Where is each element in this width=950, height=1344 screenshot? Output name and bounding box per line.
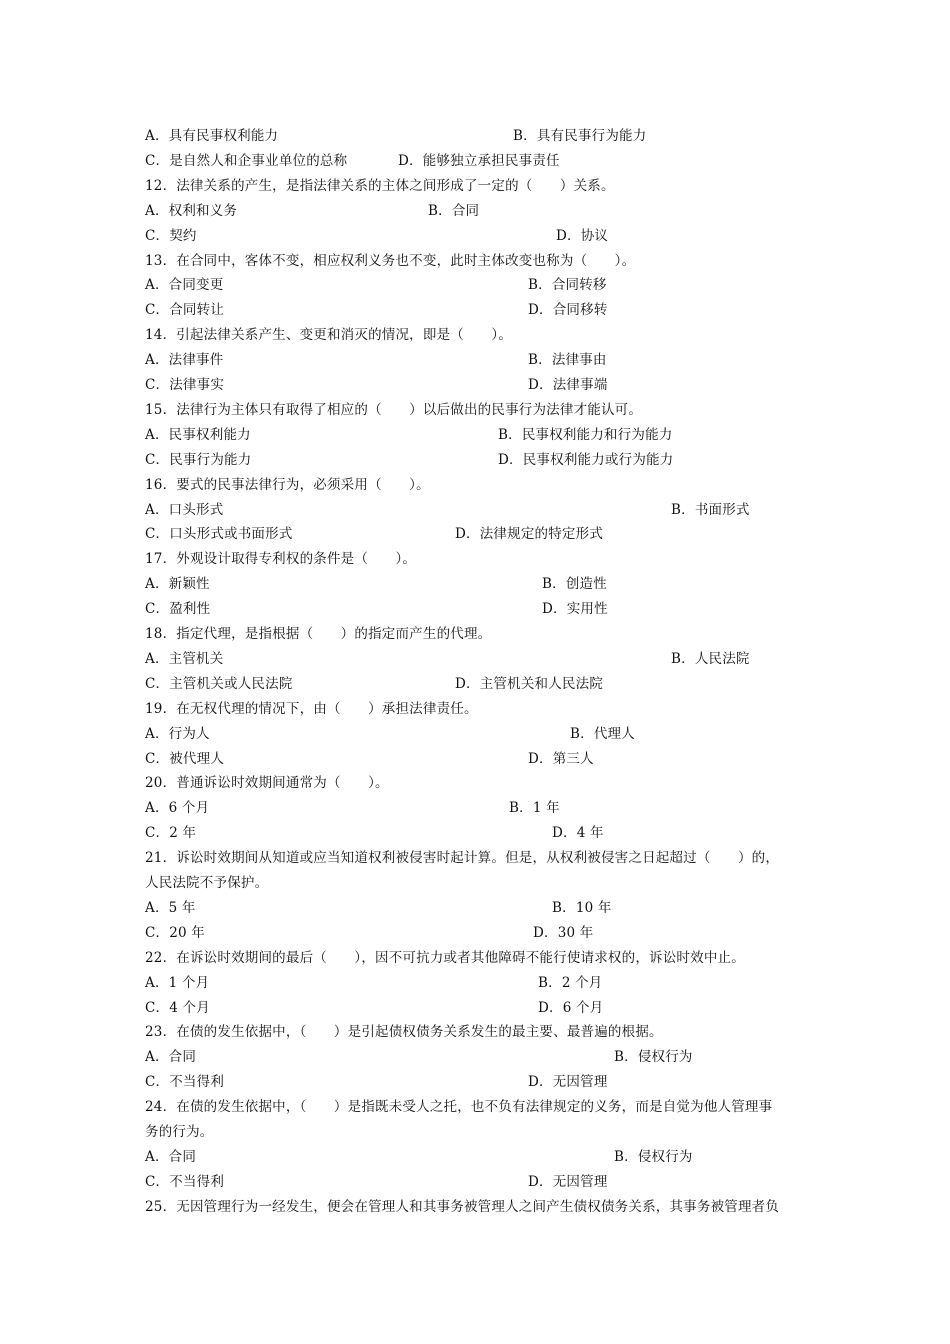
option-text: D．6 个月 [538,999,604,1016]
option-text: B．民事权利能力和行为能力 [498,426,673,443]
line-text: C．4 个月 [145,999,210,1016]
option-text: B．2 个月 [538,974,603,991]
line-text: 20．普通诉讼时效期间通常为（ ）。 [145,775,389,792]
line-text: A．5 年 [145,899,196,916]
line-text: 17．外观设计取得专利权的条件是（ ）。 [145,551,417,568]
option-text: B．侵权行为 [614,1148,693,1165]
line-text: 15．法律行为主体只有取得了相应的（ ）以后做出的民事行为法律才能认可。 [145,401,643,418]
option-text: B．法律事由 [528,352,607,369]
option-text: B．侵权行为 [614,1049,693,1066]
line-text: C．不当得利 [145,1074,225,1091]
option-text: D．法律规定的特定形式 [455,526,604,543]
line-text: A．行为人 [145,725,210,742]
line-text: C．是自然人和企事业单位的总称 [145,152,348,169]
line-text: A．合同 [145,1148,197,1165]
option-text: B．1 年 [509,800,560,817]
line-text: 22．在诉讼时效期间的最后（ ），因不可抗力或者其他障碍不能行使请求权的，诉讼时效中止。 [145,949,745,966]
line-text: A．具有民事权利能力 [145,128,279,144]
line-text: A．民事权利能力 [145,426,251,443]
option-text: B．书面形式 [671,501,750,518]
option-text: B．代理人 [570,725,635,742]
option-text: D．主管机关和人民法院 [455,675,604,692]
line-text: C．合同转让 [145,302,225,319]
option-text: D．协议 [556,227,609,244]
line-text: C．法律事实 [145,377,225,393]
line-text: C．民事行为能力 [145,451,252,468]
line-text: C．口头形式或书面形式 [145,526,293,543]
line-text: A．口头形式 [145,501,224,518]
line-text: A．1 个月 [145,974,210,991]
line-text: 23．在债的发生依据中，（ ）是引起债权债务关系发生的最主要、最普遍的根据。 [145,1024,663,1041]
line-text: 12．法律关系的产生，是指法律关系的主体之间形成了一定的（ ）关系。 [145,177,615,194]
option-text: D．实用性 [542,601,608,618]
option-text: D．无因管理 [528,1173,608,1190]
line-text: 务的行为。 [145,1124,214,1140]
option-text: B．具有民事行为能力 [513,128,647,144]
line-text: A．合同 [145,1049,197,1066]
option-text: D．第三人 [528,750,594,767]
line-text: 24．在债的发生依据中，（ ）是指既未受人之托，也不负有法律规定的义务，而是自觉为他人管理事 [145,1099,773,1116]
option-text: D．民事权利能力或行为能力 [498,451,674,468]
line-text: A．主管机关 [145,650,224,667]
line-text: 人民法院不予保护。 [145,875,269,891]
option-text: B．合同 [428,202,480,219]
line-text: C．被代理人 [145,750,225,767]
option-text: B．合同转移 [528,277,607,294]
line-text: A．合同变更 [145,277,224,294]
line-text: 16．要式的民事法律行为，必须采用（ ）。 [145,476,430,493]
line-text: C．主管机关或人民法院 [145,675,293,692]
option-text: D．无因管理 [528,1074,608,1091]
line-text: 21．诉讼时效期间从知道或应当知道权利被侵害时起计算。但是，从权利被侵害之日起超过（ ）的， [145,850,780,867]
line-text: 19．在无权代理的情况下，由（ ）承担法律责任。 [145,700,478,717]
line-text: C．契约 [145,227,197,244]
line-text: C．20 年 [145,924,205,941]
line-text: 13．在合同中，客体不变，相应权利义务也不变，此时主体改变也称为（ ）。 [145,252,636,269]
line-text: 14．引起法律关系产生、变更和消灭的情况，即是（ ）。 [145,327,513,344]
line-text: C．2 年 [145,825,197,842]
option-text: B．创造性 [542,576,607,593]
line-text: 25．无因管理行为一经发生，便会在管理人和其事务被管理人之间产生债权债务关系，其事务被管理者负 [145,1198,780,1215]
option-text: D．4 年 [552,825,604,842]
line-text: C．不当得利 [145,1173,225,1190]
line-text: A．法律事件 [145,352,224,369]
line-text: 18．指定代理，是指根据（ ）的指定而产生的代理。 [145,626,492,642]
line-text: C．盈利性 [145,601,211,618]
option-text: D．能够独立承担民事责任 [398,152,560,169]
option-text: D．30 年 [533,924,594,941]
option-text: D．法律事端 [528,377,608,393]
option-text: B．10 年 [552,899,612,916]
option-text: D．合同移转 [528,302,608,319]
line-text: A．新颖性 [145,576,210,593]
line-text: A．6 个月 [145,800,210,817]
line-text: A．权利和义务 [145,202,238,219]
option-text: B．人民法院 [671,650,750,667]
